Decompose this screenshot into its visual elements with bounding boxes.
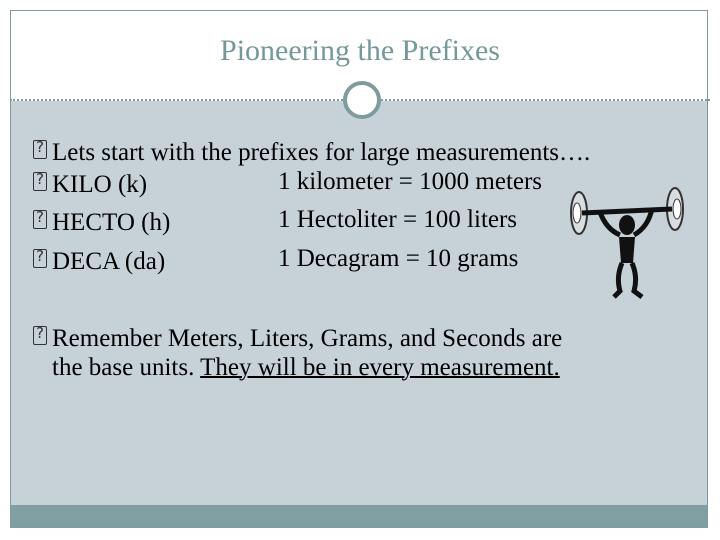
prefix-kilo: KILO (k): [52, 171, 148, 198]
bullet-deca: [30, 245, 590, 276]
weightlifter-icon: [562, 185, 692, 310]
remember-text-2: the base units.: [52, 354, 195, 381]
bullet-icon: [30, 209, 52, 233]
remember-text-1: Remember Meters, Liters, Grams, and Seconds are: [52, 325, 563, 352]
bullet-intro-text: Lets start with the prefixes for large measurements….: [52, 139, 591, 166]
bullet-icon: [30, 139, 52, 163]
bullet-icon: [30, 325, 52, 349]
remember-line-1: [30, 322, 562, 353]
bullet-icon: [30, 171, 52, 195]
bullet-intro: [30, 136, 590, 167]
bullet-icon: [30, 248, 52, 272]
prefix-deca: DECA (da): [52, 248, 166, 275]
slide-title: Pioneering the Prefixes: [220, 34, 500, 67]
footer-band: [11, 505, 707, 527]
prefix-hecto: HECTO (h): [52, 209, 171, 236]
example-kilo: 1 kilometer = 1000 meters: [278, 168, 543, 195]
bullet-hecto: [30, 206, 590, 237]
remember-line-2: [52, 354, 560, 382]
example-hecto: 1 Hectoliter = 100 liters: [278, 206, 518, 233]
remember-emphasis: They will be in every measurement.: [200, 354, 560, 381]
example-deca: 1 Decagram = 10 grams: [278, 245, 519, 272]
ring-ornament-icon: [343, 81, 381, 119]
bullet-kilo: [30, 168, 590, 199]
